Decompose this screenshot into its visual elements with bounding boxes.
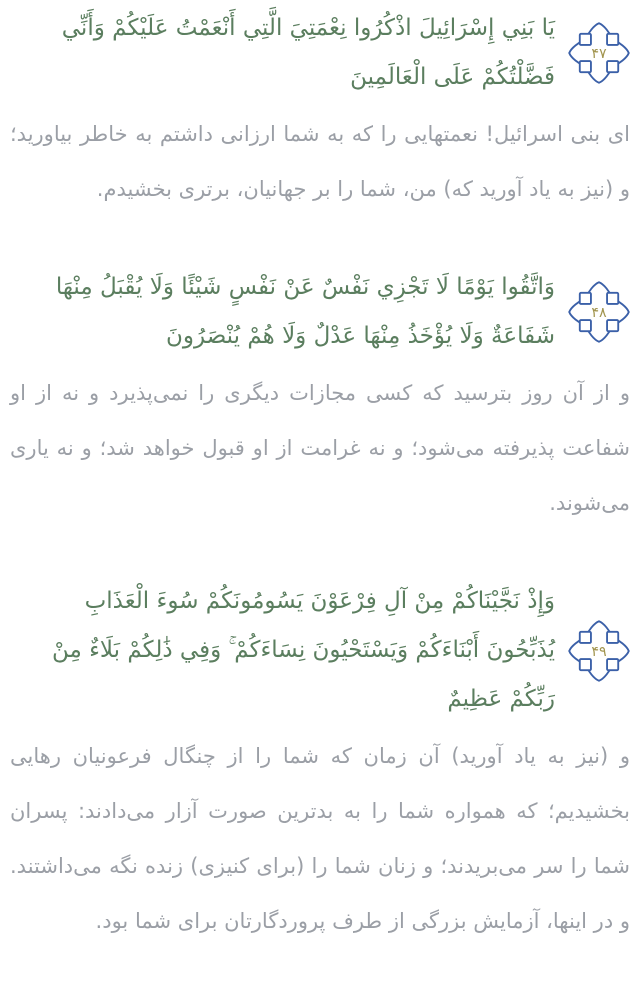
verse-number: ۴۷ xyxy=(591,46,607,63)
verse-arabic-row xyxy=(10,263,630,361)
verse-number: ۴۸ xyxy=(591,305,607,322)
verse-block-47[interactable] xyxy=(10,4,630,217)
verse-number-badge xyxy=(568,279,630,345)
verse-arabic-text: وَإِذْ نَجَّيْنَاكُمْ مِنْ آلِ فِرْعَوْنَ يَسُومُونَكُمْ سُوءَ الْعَذَابِ يُذَبِّحُونَ أَبْنَاءَكُمْ وَيَسْتَحْيُونَ نِسَاءَكُمْ ۚ وَفِي ذَٰلِكُمْ بَلَاءٌ مِنْ رَبِّكُمْ عَظِيمٌ xyxy=(51,588,555,712)
verse-number-badge xyxy=(568,20,630,86)
verse-arabic-row xyxy=(10,577,630,724)
verse-number: ۴۹ xyxy=(591,643,607,660)
verse-arabic-row xyxy=(10,4,630,102)
verse-translation-fa: و از آن روز بترسید که کسی مجازات دیگری را نمی‌پذیرد و نه از او شفاعت پذیرفته می‌شود؛ و نه غرامت از او قبول خواهد شد؛ و نه یاری می‌شوند. xyxy=(10,381,630,515)
verse-translation-fa: و (نیز به یاد آورید) آن زمان که شما را از چنگال فرعونیان رهایی بخشیدیم؛ که همواره شما را به بدترین صورت آزار می‌دادند: پسران شما را سر می‌بریدند؛ و زنان شما را (برای کنیزی) زنده نگه می‌داشتند. و در اینها، آزمایش بزرگی از طرف پروردگارتان برای شما بود. xyxy=(10,744,630,933)
verse-arabic-text: يَا بَنِي إِسْرَائِيلَ اذْكُرُوا نِعْمَتِيَ الَّتِي أَنْعَمْتُ عَلَيْكُمْ وَأَنِّي فَضَّلْتُكُمْ عَلَى الْعَالَمِينَ xyxy=(61,15,555,90)
verse-translation-fa: ای بنی اسرائیل! نعمتهایی را که به شما ارزانی داشتم به خاطر بیاورید؛ و (نیز به یاد آورید که) من، شما را بر جهانیان، برتری بخشیدم. xyxy=(10,122,630,201)
verse-block-49[interactable] xyxy=(10,577,630,949)
rosette-icon xyxy=(568,279,630,345)
rosette-icon xyxy=(568,20,630,86)
verse-arabic-text: وَاتَّقُوا يَوْمًا لَا تَجْزِي نَفْسٌ عَنْ نَفْسٍ شَيْئًا وَلَا يُقْبَلُ مِنْهَا شَفَاعَةٌ وَلَا يُؤْخَذُ مِنْهَا عَدْلٌ وَلَا هُمْ يُنْصَرُونَ xyxy=(55,274,555,349)
verse-block-48[interactable] xyxy=(10,263,630,531)
verse-number-badge xyxy=(568,618,630,684)
rosette-icon xyxy=(568,618,630,684)
